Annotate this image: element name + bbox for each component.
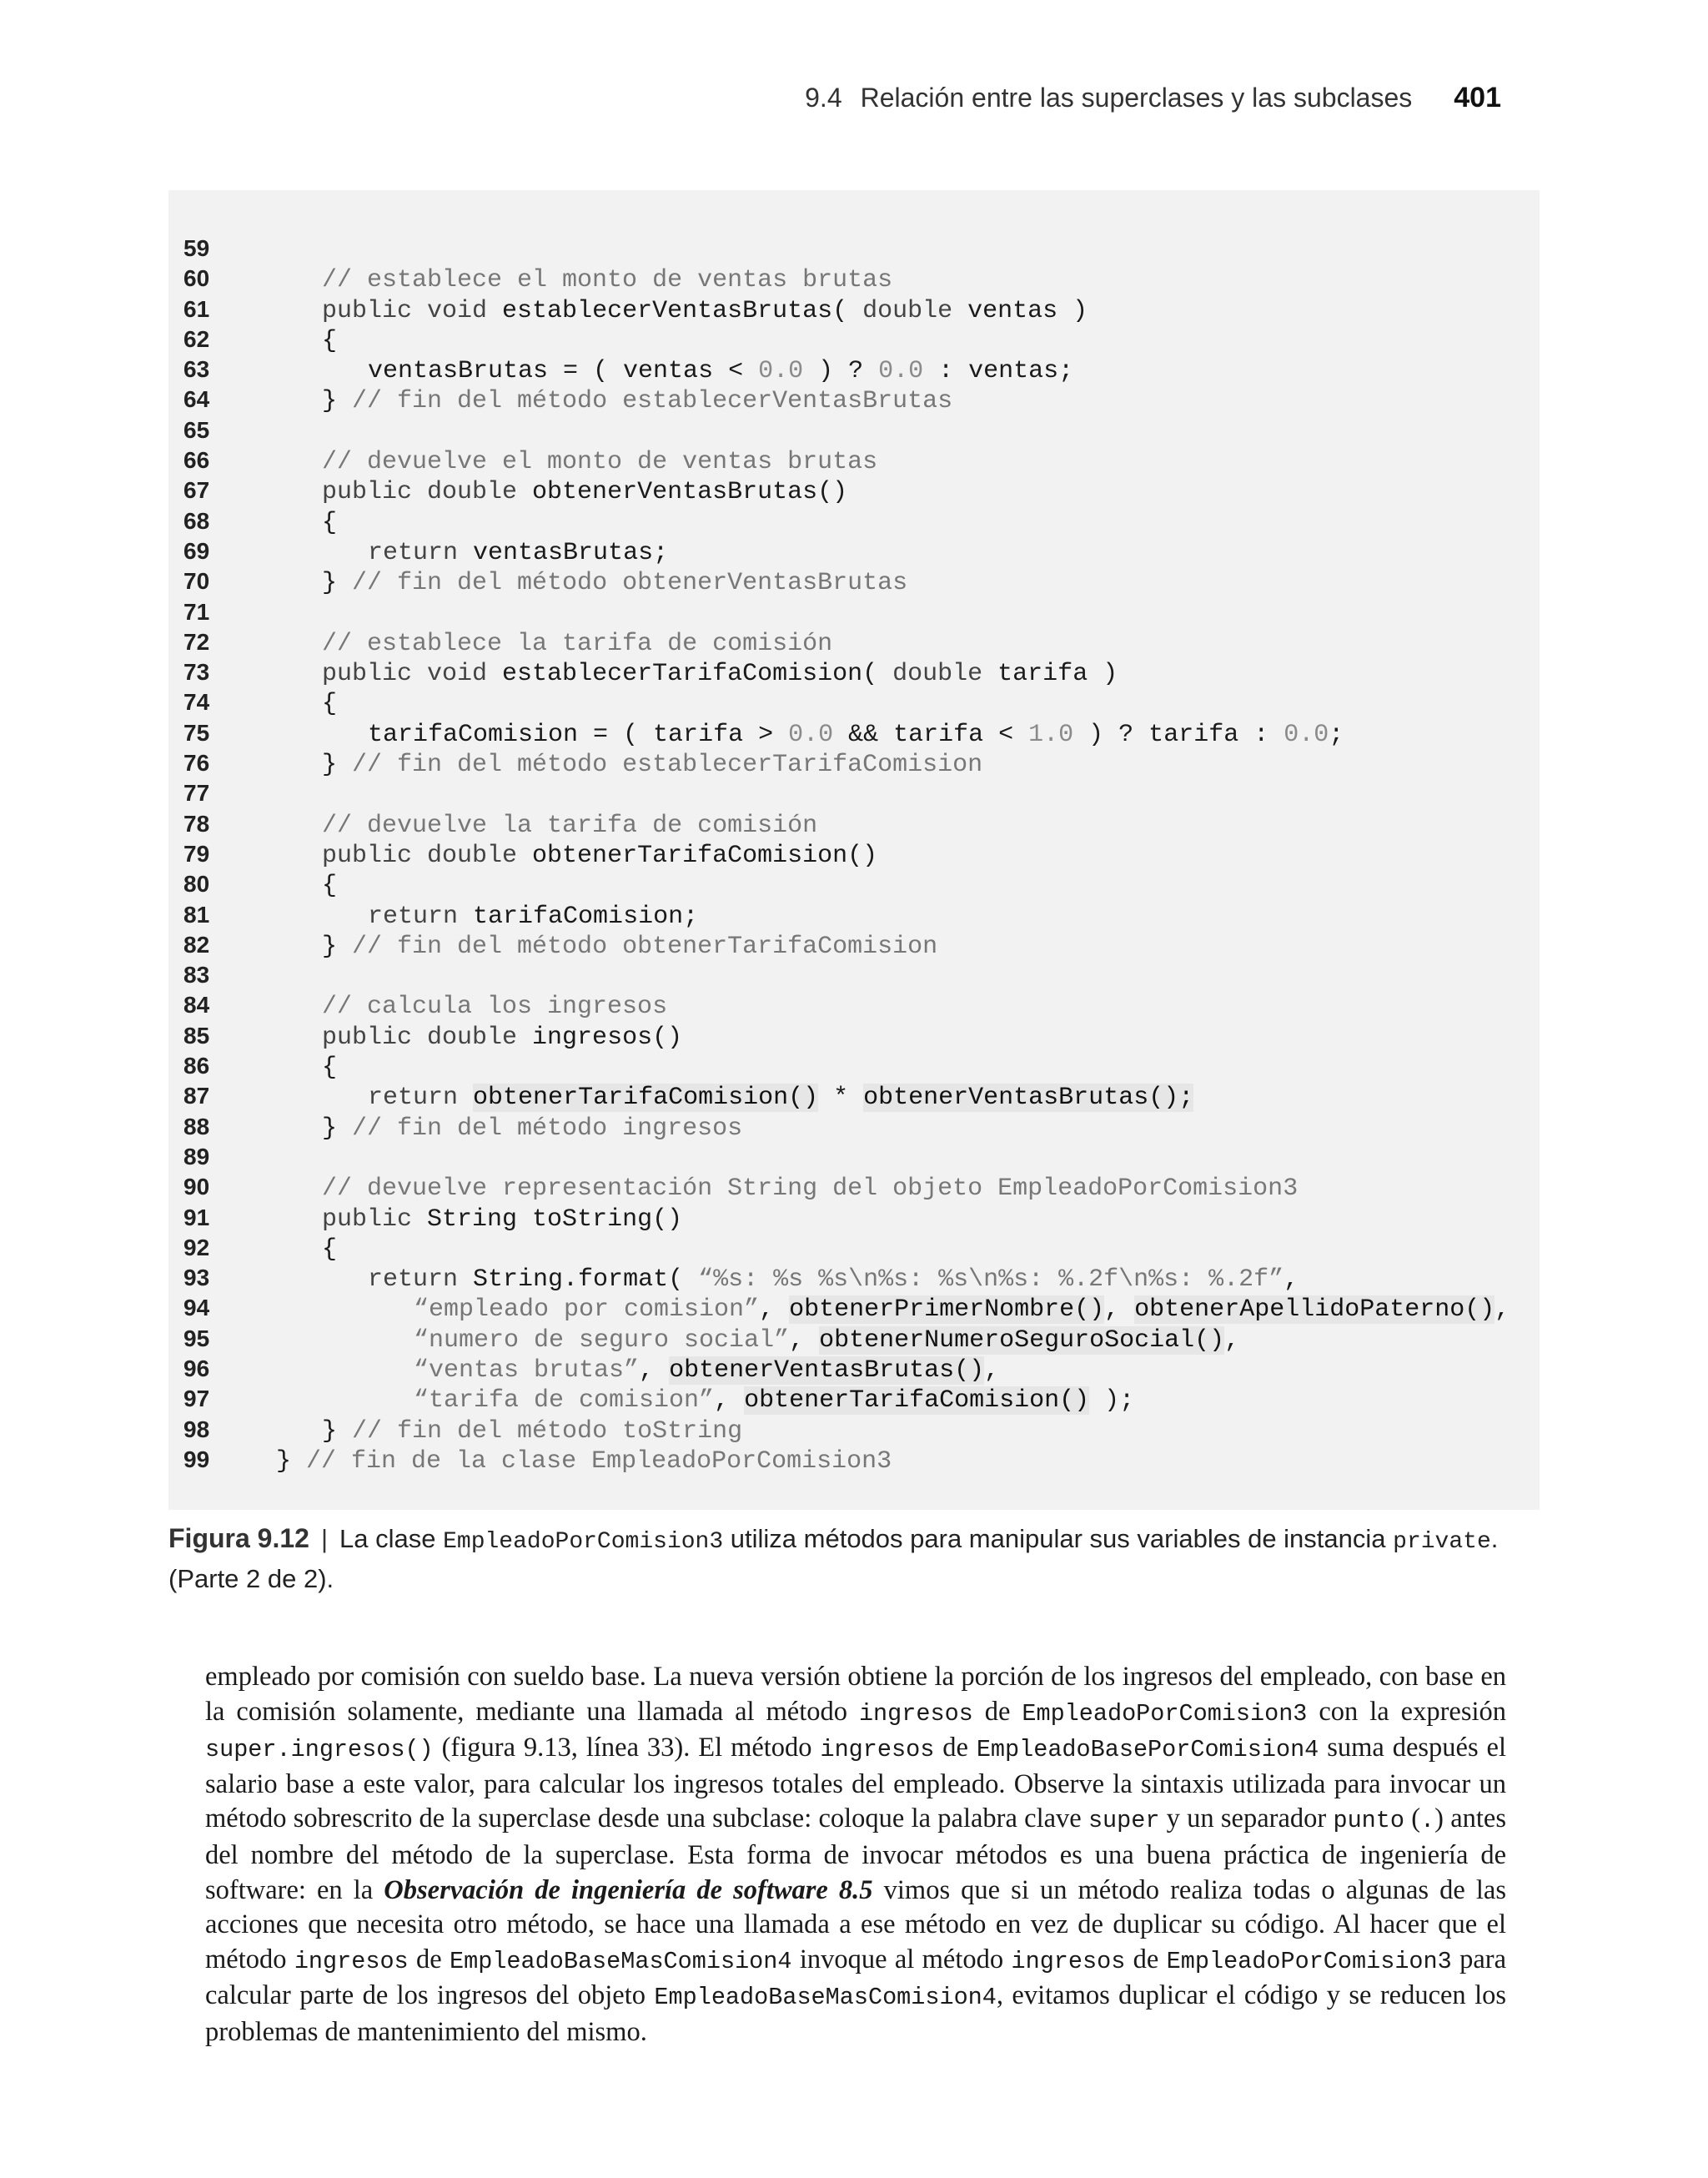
- caption-text: utiliza métodos para manipular sus variables de instancia: [723, 1524, 1394, 1553]
- code-token: obtenerPrimerNombre(): [789, 1295, 1105, 1325]
- code-token: // establece el monto de ventas brutas: [322, 266, 893, 295]
- line-number: 67: [183, 477, 210, 504]
- code-line: [183, 355, 1510, 385]
- code-line: [183, 385, 1510, 415]
- code-token: *: [818, 1084, 864, 1113]
- code-lines: [183, 234, 1510, 1475]
- line-number: 91: [183, 1204, 210, 1230]
- line-number: 59: [183, 235, 210, 261]
- line-number: 85: [183, 1022, 210, 1049]
- code-line: [183, 506, 1510, 536]
- code-token: return: [368, 902, 459, 931]
- code-token: // devuelve representación String del objeto EmpleadoPorComision3: [322, 1175, 1299, 1204]
- code-token: 1.0: [1028, 720, 1074, 749]
- line-number: 73: [183, 659, 210, 686]
- code-line: [183, 1445, 1510, 1475]
- code-token: {: [322, 872, 338, 901]
- code-token: ,: [789, 1325, 820, 1355]
- code-token: public void: [322, 660, 488, 689]
- code-token: tarifaComision;: [458, 902, 699, 931]
- code-line: [183, 566, 1510, 596]
- code-token: // fin del método establecerVentasBrutas: [352, 387, 953, 416]
- line-number: 82: [183, 931, 210, 958]
- inline-code: EmpleadoBaseMasComision4: [450, 1947, 792, 1975]
- caption-separator: |: [320, 1524, 329, 1553]
- code-token: {: [322, 1235, 338, 1264]
- code-line: [183, 1081, 1510, 1111]
- code-token: public double: [322, 1023, 518, 1052]
- line-number: 74: [183, 689, 210, 716]
- line-number: 84: [183, 992, 210, 1019]
- body-text-run: de: [1125, 1944, 1167, 1974]
- page-number: 401: [1454, 82, 1501, 113]
- code-token: “numero de seguro social”: [414, 1325, 790, 1355]
- code-line: [183, 1051, 1510, 1081]
- code-line: [183, 1324, 1510, 1354]
- code-line: [183, 294, 1510, 324]
- code-line: [183, 869, 1510, 899]
- line-number: 94: [183, 1295, 210, 1321]
- code-token: public double: [322, 478, 518, 507]
- code-line: [183, 809, 1510, 839]
- code-token: ingresos(): [517, 1023, 683, 1052]
- line-number: 80: [183, 871, 210, 898]
- code-token: return: [368, 1265, 459, 1295]
- code-token: ) ?: [803, 357, 879, 386]
- code-line: [183, 687, 1510, 717]
- body-text-run: de: [408, 1944, 450, 1974]
- code-token: ,: [1494, 1295, 1510, 1325]
- code-token: obtenerVentasBrutas(): [669, 1356, 985, 1385]
- line-number: 88: [183, 1113, 210, 1139]
- code-token: obtenerNumeroSeguroSocial(): [819, 1325, 1225, 1355]
- code-token: {: [322, 690, 338, 719]
- code-token: ) ? tarifa :: [1073, 720, 1284, 749]
- code-line: [183, 445, 1510, 475]
- code-token: obtenerApellidoPaterno(): [1134, 1295, 1495, 1325]
- code-line: [183, 748, 1510, 778]
- code-token: establecerTarifaComision(: [487, 660, 893, 689]
- code-line: [183, 1293, 1510, 1323]
- line-number: 97: [183, 1386, 210, 1412]
- code-line: [183, 1021, 1510, 1051]
- code-token: ,: [759, 1295, 790, 1325]
- code-token: && tarifa <: [833, 720, 1029, 749]
- code-token: “%s: %s %s\n%s: %s\n%s: %.2f\n%s: %.2f”: [698, 1265, 1284, 1295]
- inline-code: .: [1420, 1807, 1435, 1835]
- line-number: 90: [183, 1174, 210, 1200]
- code-token: “tarifa de comision”: [414, 1386, 715, 1416]
- line-number: 72: [183, 628, 210, 655]
- body-text-run: empleado por comisión con sueldo base. La nueva versión obtiene la porción de los ingresos del empleado, con base en la comisión solamente, mediante una llamada al método: [205, 1662, 1506, 1727]
- code-line: [183, 1142, 1510, 1172]
- line-number: 66: [183, 447, 210, 474]
- code-token: );: [1089, 1386, 1135, 1416]
- code-token: // fin del método establecerTarifaComision: [352, 751, 983, 780]
- figure-caption: [168, 1520, 1536, 1597]
- code-line: [183, 990, 1510, 1020]
- code-token: 0.0: [878, 357, 924, 386]
- body-text-run: de: [934, 1733, 977, 1763]
- code-token: // devuelve la tarifa de comisión: [322, 811, 818, 840]
- line-number: 77: [183, 780, 210, 807]
- code-token: ,: [1224, 1325, 1240, 1355]
- code-token: tarifa ): [982, 660, 1118, 689]
- body-paragraph: [205, 1660, 1506, 2050]
- code-token: {: [322, 508, 338, 537]
- line-number: 89: [183, 1143, 210, 1169]
- body-text-run: (figura 9.13, línea 33). El método: [433, 1733, 821, 1763]
- inline-code: EmpleadoBasePorComision4: [976, 1736, 1319, 1764]
- code-listing: [168, 190, 1540, 1510]
- line-number: 92: [183, 1234, 210, 1260]
- code-line: [183, 839, 1510, 869]
- line-number: 79: [183, 840, 210, 867]
- code-token: ;: [1329, 720, 1344, 749]
- code-token: obtenerTarifaComision(): [517, 841, 878, 870]
- code-line: [183, 1384, 1510, 1414]
- code-token: // fin del método obtenerVentasBrutas: [352, 569, 908, 598]
- code-token: ,: [984, 1356, 1000, 1385]
- line-number: 63: [183, 356, 210, 383]
- code-line: [183, 1354, 1510, 1384]
- code-line: [183, 1203, 1510, 1233]
- line-number: 70: [183, 568, 210, 595]
- code-token: public: [322, 1205, 413, 1234]
- line-number: 95: [183, 1325, 210, 1351]
- code-line: [183, 657, 1510, 687]
- code-token: // fin de la clase EmpleadoPorComision3: [306, 1446, 892, 1476]
- code-line: [183, 1263, 1510, 1293]
- inline-code: punto: [1333, 1807, 1404, 1835]
- line-number: 93: [183, 1265, 210, 1291]
- code-token: “empleado por comision”: [414, 1295, 760, 1325]
- code-line: [183, 1112, 1510, 1142]
- line-number: 64: [183, 386, 210, 413]
- line-number: 60: [183, 265, 210, 292]
- code-token: ,: [1104, 1295, 1135, 1325]
- code-token: return: [368, 1084, 459, 1113]
- code-token: String toString(): [412, 1205, 683, 1234]
- inline-code: ingresos: [820, 1736, 935, 1764]
- code-line: [183, 324, 1510, 355]
- code-token: // fin del método toString: [352, 1416, 743, 1446]
- code-token: }: [276, 1446, 307, 1476]
- inline-code: ingresos: [294, 1947, 409, 1975]
- code-line: [183, 475, 1510, 506]
- code-token: }: [322, 1416, 353, 1446]
- code-token: ,: [1284, 1265, 1299, 1295]
- code-token: // calcula los ingresos: [322, 993, 668, 1022]
- code-line: [183, 627, 1510, 657]
- code-line: [183, 930, 1510, 960]
- code-token: ventasBrutas = ( ventas <: [368, 357, 759, 386]
- code-token: ventasBrutas;: [458, 538, 669, 567]
- code-line: [183, 718, 1510, 748]
- caption-modifier: private: [1393, 1529, 1491, 1555]
- inline-code: super: [1088, 1807, 1160, 1835]
- code-line: [183, 900, 1510, 930]
- line-number: 69: [183, 537, 210, 564]
- code-token: obtenerTarifaComision(): [473, 1084, 819, 1113]
- line-number: 98: [183, 1416, 210, 1442]
- code-token: obtenerVentasBrutas();: [863, 1084, 1194, 1113]
- inline-code: super.ingresos(): [205, 1736, 434, 1764]
- code-token: 0.0: [758, 357, 804, 386]
- body-text-run: , evitamos duplicar el código y se reducen los problemas de mantenimiento del mismo.: [205, 1980, 1506, 2047]
- line-number: 62: [183, 325, 210, 352]
- body-text-run: con la expresión: [1307, 1696, 1507, 1727]
- inline-code: ingresos: [858, 1699, 973, 1728]
- caption-part: (Parte 2 de 2).: [168, 1564, 334, 1593]
- code-token: return: [368, 538, 459, 567]
- body-text-run: ) antes del nombre del método de la superclase. Esta forma de invocar métodos es una buena práctica de ingeniería de software: en la: [205, 1803, 1506, 1905]
- body-text-run: suma después el salario base a este valor, para calcular los ingresos totales del empleado. Observe la sintaxis utilizada para invocar un método sobrescrito de la superclase desde una subclase: coloque la palabra clave: [205, 1733, 1506, 1834]
- line-number: 61: [183, 295, 210, 322]
- line-number: 76: [183, 750, 210, 777]
- line-number: 68: [183, 507, 210, 534]
- code-token: 0.0: [1284, 720, 1329, 749]
- code-token: }: [322, 387, 353, 416]
- body-text-run: y un separador: [1159, 1803, 1334, 1834]
- inline-code: EmpleadoBaseMasComision4: [654, 1984, 997, 2012]
- code-token: public void: [322, 296, 488, 325]
- code-token: }: [322, 751, 353, 780]
- cross-reference: Observación de ingeniería de software 8.5: [384, 1874, 873, 1905]
- line-number: 83: [183, 962, 210, 988]
- code-token: public double: [322, 841, 518, 870]
- code-line: [183, 1415, 1510, 1445]
- code-token: ventas ): [952, 296, 1088, 325]
- code-line: [183, 960, 1510, 990]
- code-token: ,: [639, 1356, 670, 1385]
- line-number: 81: [183, 901, 210, 928]
- code-token: {: [322, 326, 338, 355]
- code-token: {: [322, 1054, 338, 1083]
- code-token: establecerVentasBrutas(: [487, 296, 863, 325]
- code-token: }: [322, 569, 353, 598]
- code-token: : ventas;: [923, 357, 1074, 386]
- code-line: [183, 264, 1510, 294]
- code-line: [183, 536, 1510, 566]
- inline-code: EmpleadoPorComision3: [1022, 1699, 1308, 1728]
- caption-class-name: EmpleadoPorComision3: [443, 1529, 724, 1555]
- body-text-run: invoque al método: [791, 1944, 1012, 1974]
- code-token: // fin del método ingresos: [352, 1114, 743, 1143]
- line-number: 87: [183, 1083, 210, 1109]
- code-token: double: [892, 660, 983, 689]
- line-number: 99: [183, 1446, 210, 1472]
- body-text-run: vimos que si un método realiza todas o algunas de las acciones que necesita otro método, se hace una llamada a ese método en vez de duplicar su código. Al hacer que el método: [205, 1874, 1506, 1974]
- running-head: [805, 82, 1501, 114]
- code-token: // fin del método obtenerTarifaComision: [352, 932, 938, 961]
- code-token: obtenerVentasBrutas(): [517, 478, 848, 507]
- inline-code: ingresos: [1011, 1947, 1126, 1975]
- code-line: [183, 597, 1510, 627]
- line-number: 86: [183, 1053, 210, 1079]
- section-title: Relación entre las superclases y las subclases: [860, 83, 1413, 113]
- line-number: 65: [183, 416, 210, 443]
- code-token: double: [862, 296, 953, 325]
- code-token: tarifaComision = ( tarifa >: [368, 720, 789, 749]
- code-line: [183, 234, 1510, 264]
- code-line: [183, 778, 1510, 808]
- code-line: [183, 1233, 1510, 1263]
- code-token: 0.0: [788, 720, 834, 749]
- line-number: 96: [183, 1355, 210, 1381]
- section-number: 9.4: [805, 83, 842, 113]
- line-number: 78: [183, 810, 210, 837]
- code-token: // devuelve el monto de ventas brutas: [322, 448, 878, 477]
- code-token: ,: [714, 1386, 745, 1416]
- body-text-run: (: [1404, 1803, 1421, 1834]
- inline-code: EmpleadoPorComision3: [1166, 1947, 1452, 1975]
- code-token: }: [322, 1114, 353, 1143]
- line-number: 71: [183, 598, 210, 625]
- caption-text: La clase: [339, 1524, 444, 1553]
- code-token: [458, 1084, 473, 1112]
- figure-label: Figura 9.12: [168, 1523, 309, 1553]
- body-text-run: de: [972, 1696, 1022, 1727]
- code-token: “ventas brutas”: [414, 1356, 640, 1385]
- code-line: [183, 1172, 1510, 1202]
- code-token: }: [322, 932, 353, 961]
- line-number: 75: [183, 719, 210, 746]
- code-token: // establece la tarifa de comisión: [322, 629, 833, 658]
- caption-text: .: [1490, 1524, 1499, 1553]
- code-token: String.format(: [458, 1265, 699, 1295]
- body-text-run: para calcular parte de los ingresos del objeto: [205, 1944, 1506, 2011]
- code-token: obtenerTarifaComision(): [744, 1386, 1090, 1416]
- code-line: [183, 415, 1510, 445]
